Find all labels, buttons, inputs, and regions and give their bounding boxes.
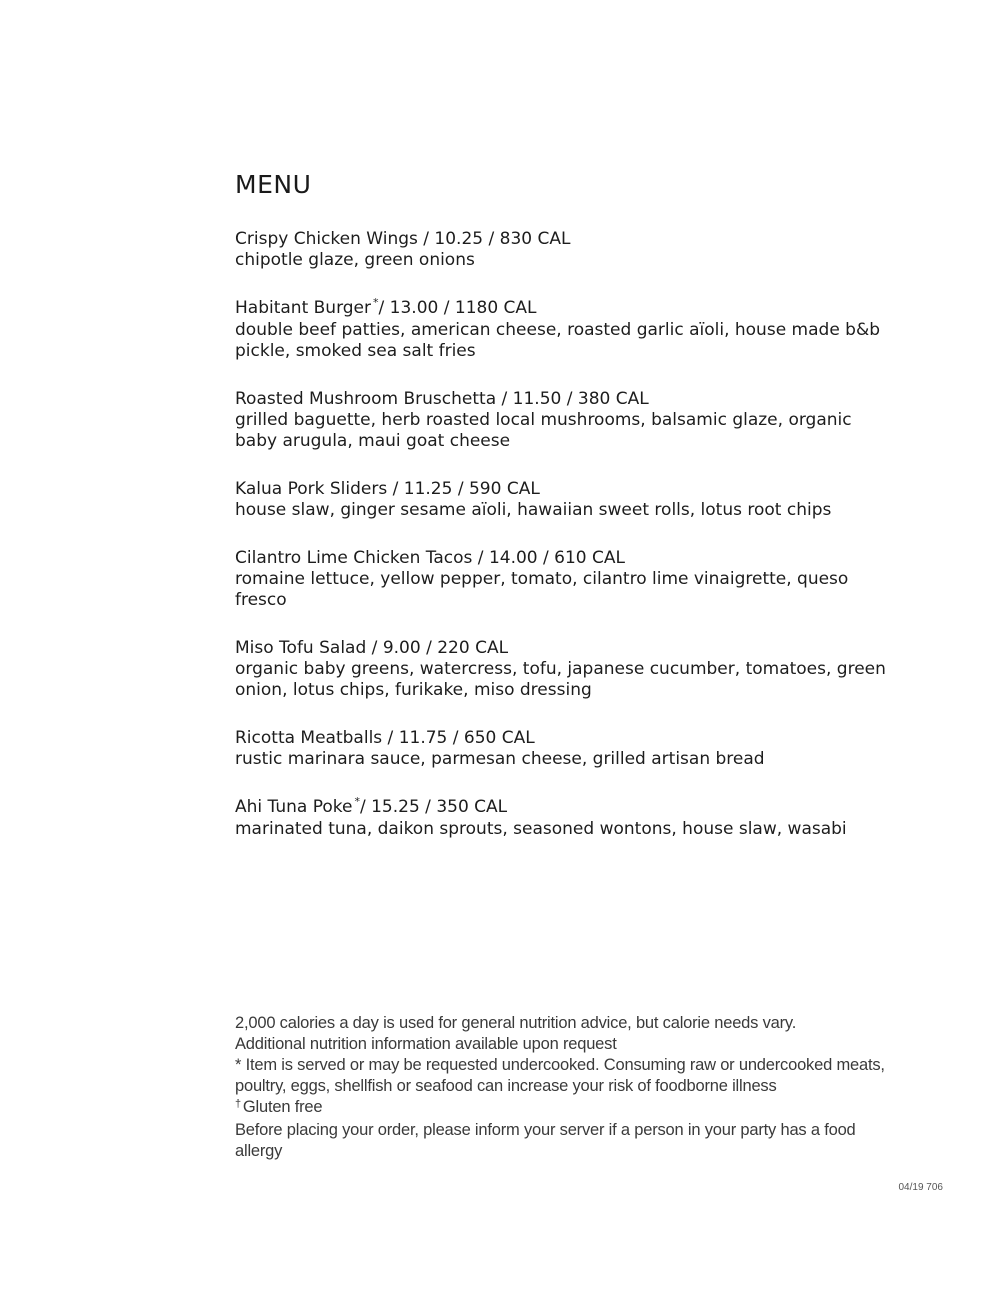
item-name: Cilantro Lime Chicken Tacos xyxy=(235,548,473,568)
item-description: double beef patties, american cheese, roasted garlic aïoli, house made b&b pickle, smoked sea salt fries xyxy=(235,320,881,361)
page-title: MENU xyxy=(235,170,312,199)
menu-item xyxy=(235,479,895,521)
item-name: Roasted Mushroom Bruschetta xyxy=(235,389,497,409)
item-description: chipotle glaze, green onions xyxy=(235,250,475,270)
nutrition-info-note: Additional nutrition information available upon request xyxy=(235,1035,617,1053)
menu-item xyxy=(235,298,895,362)
item-title: Kalua Pork Sliders / 11.25 / 590 CAL xyxy=(235,479,540,499)
footnotes xyxy=(235,1013,895,1162)
item-description: romaine lettuce, yellow pepper, tomato, cilantro lime vinaigrette, queso fresco xyxy=(235,569,849,610)
gluten-free-text: Gluten free xyxy=(242,1098,323,1116)
item-price: 11.50 xyxy=(512,389,562,409)
item-name: Ricotta Meatballs xyxy=(235,728,383,748)
item-price: 15.25 xyxy=(371,797,420,817)
item-description: rustic marinara sauce, parmesan cheese, grilled artisan bread xyxy=(235,749,765,769)
menu-item xyxy=(235,389,895,452)
item-calories: 380 CAL xyxy=(577,389,649,409)
item-calories: 610 CAL xyxy=(554,548,625,568)
item-description: house slaw, ginger sesame aïoli, hawaiian sweet rolls, lotus root chips xyxy=(235,500,832,520)
item-calories: 830 CAL xyxy=(499,229,571,249)
item-name: Crispy Chicken Wings xyxy=(235,229,418,249)
menu-list xyxy=(235,229,895,867)
document-code: 04/19 706 xyxy=(898,1182,943,1193)
menu-item xyxy=(235,638,895,701)
menu-item xyxy=(235,728,895,770)
item-calories: 220 CAL xyxy=(437,638,509,658)
item-calories: 650 CAL xyxy=(463,728,535,748)
item-title: Miso Tofu Salad / 9.00 / 220 CAL xyxy=(235,638,509,658)
dagger-symbol: † xyxy=(235,1098,241,1110)
item-title: Crispy Chicken Wings / 10.25 / 830 CAL xyxy=(235,229,571,249)
item-description: grilled baguette, herb roasted local mushrooms, balsamic glaze, organic baby arugula, maui goat cheese xyxy=(235,410,852,451)
item-title: Cilantro Lime Chicken Tacos / 14.00 / 610 CAL xyxy=(235,548,625,568)
item-price: 9.00 xyxy=(382,638,421,658)
item-description: marinated tuna, daikon sprouts, seasoned wontons, house slaw, wasabi xyxy=(235,819,847,839)
menu-item xyxy=(235,548,895,611)
allergy-note: Before placing your order, please inform your server if a person in your party has a food allergy xyxy=(235,1121,856,1160)
menu-item xyxy=(235,229,895,271)
item-price: 10.25 xyxy=(434,229,484,249)
item-calories: 590 CAL xyxy=(468,479,540,499)
calorie-advice-note: 2,000 calories a day is used for general nutrition advice, but calorie needs vary. xyxy=(235,1014,797,1032)
item-title: Habitant Burger */ 13.00 / 1180 CAL xyxy=(235,296,537,318)
item-name: Kalua Pork Sliders xyxy=(235,479,388,499)
item-calories: 1180 CAL xyxy=(454,298,537,318)
item-name: Ahi Tuna Poke xyxy=(235,797,353,817)
item-calories: 350 CAL xyxy=(436,797,508,817)
item-name: Habitant Burger xyxy=(235,298,372,318)
undercooked-note: * Item is served or may be requested undercooked. Consuming raw or undercooked meats, poultry, eggs, shellfish or seafood can increase your risk of foodborne illness xyxy=(235,1056,885,1095)
item-price: 13.00 xyxy=(389,298,439,318)
gluten-free-note xyxy=(235,1097,895,1120)
item-title: Ricotta Meatballs / 11.75 / 650 CAL xyxy=(235,728,535,748)
menu-item xyxy=(235,797,895,840)
item-price: 11.75 xyxy=(398,728,448,748)
item-title: Roasted Mushroom Bruschetta / 11.50 / 380 CAL xyxy=(235,389,649,409)
item-description: organic baby greens, watercress, tofu, japanese cucumber, tomatoes, green onion, lotus chips, furikake, miso dressing xyxy=(235,659,886,700)
item-title: Ahi Tuna Poke */ 15.25 / 350 CAL xyxy=(235,795,508,817)
item-price: 11.25 xyxy=(403,479,453,499)
item-name: Miso Tofu Salad xyxy=(235,638,367,658)
undercooked-marker: * xyxy=(354,795,360,808)
undercooked-marker: * xyxy=(373,296,379,309)
item-price: 14.00 xyxy=(488,548,538,568)
